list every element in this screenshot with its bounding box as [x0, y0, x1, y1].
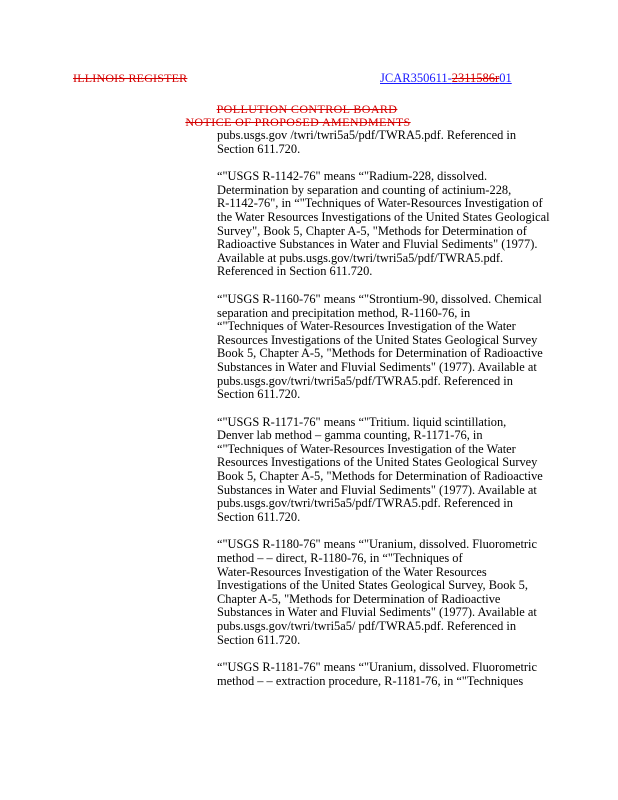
text-line: Referenced in Section 611.720.	[217, 264, 373, 279]
text-line: Investigations of the United States Geological Survey, Book 5,	[217, 578, 528, 593]
text-line: separation and precipitation method, R-1160-76, in	[217, 305, 471, 320]
jcar-tail: 01	[499, 71, 512, 85]
text-line: Resources Investigations of the United States Geological Survey	[217, 332, 538, 347]
text-line: method – – direct, R-1180-76, in “"Techniques of	[217, 551, 463, 566]
agency-title: POLLUTION CONTROL BOARD	[216, 102, 398, 116]
paragraph	[217, 661, 592, 688]
notice-title: NOTICE OF PROPOSED AMENDMENTS	[185, 115, 411, 129]
paragraph	[217, 538, 592, 647]
text-line: method – – extraction procedure, R-1181-76, in “"Techniques	[217, 673, 524, 688]
text-line: Substances in Water and Fluvial Sediments" (1977). Available at	[217, 359, 537, 374]
text-line: Section 611.720.	[217, 141, 301, 156]
text-line: “"USGS R-1181-76" means “"Uranium, dissolved. Fluorometric	[217, 660, 537, 675]
text-line: Book 5, Chapter A-5, "Methods for Determination of Radioactive	[217, 469, 543, 484]
text-line: Available at pubs.usgs.gov/twri/twri5a5/pdf/TWRA5.pdf.	[217, 250, 504, 265]
text-line: the Water Resources Investigations of the United States Geological	[217, 209, 550, 224]
paragraph	[217, 293, 592, 402]
text-line: pubs.usgs.gov /twri/twri5a5/pdf/TWRA5.pdf. Referenced in	[217, 128, 517, 142]
text-line: Substances in Water and Fluvial Sediments" (1977). Available at	[217, 482, 537, 497]
text-line: pubs.usgs.gov/twri/twri5a5/ pdf/TWRA5.pdf. Referenced in	[217, 619, 517, 633]
text-line: Chapter A-5, "Methods for Determination of Radioactive	[217, 591, 501, 606]
text-line: pubs.usgs.gov/twri/twri5a5/pdf/TWRA5.pdf. Referenced in	[217, 496, 513, 511]
text-line: “"USGS R-1171-76" means “"Tritium. liquid scintillation,	[217, 414, 507, 429]
header-illinois-register: ILLINOIS REGISTER	[73, 71, 188, 85]
text-line: Determination by separation and counting of actinium-228,	[217, 182, 512, 197]
text-line: “"USGS R-1180-76" means “"Uranium, dissolved. Fluorometric	[217, 537, 537, 552]
text-line: Book 5, Chapter A-5, "Methods for Determination of Radioactive	[217, 346, 543, 361]
text-line: Radioactive Substances in Water and Fluvial Sediments" (1977).	[217, 237, 538, 252]
document-body	[217, 129, 592, 702]
text-line: Resources Investigations of the United States Geological Survey	[217, 455, 538, 470]
text-line: “"USGS R-1142-76" means “"Radium-228, dissolved.	[217, 169, 488, 184]
text-line: Water-Resources Investigation of the Water Resources	[217, 564, 487, 579]
jcar-inserted: JCAR350611-	[380, 71, 452, 85]
paragraph	[217, 416, 592, 525]
text-line: “"Techniques of Water-Resources Investigation of the Water	[217, 441, 516, 456]
text-line: “"USGS R-1160-76" means “"Strontium-90, dissolved. Chemical	[217, 291, 542, 306]
text-line: pubs.usgs.gov/twri/twri5a5/pdf/TWRA5.pdf. Referenced in	[217, 373, 513, 388]
text-line: R-1142-76", in “"Techniques of Water-Resources Investigation of	[217, 196, 543, 211]
text-line: “"Techniques of Water-Resources Investigation of the Water	[217, 319, 516, 334]
text-line: Section 611.720.	[217, 632, 301, 647]
text-line: Survey", Book 5, Chapter A-5, "Methods for Determination of	[217, 223, 527, 238]
paragraph	[217, 129, 592, 156]
paragraph	[217, 170, 592, 279]
header-jcar-code	[380, 71, 512, 86]
text-line: Substances in Water and Fluvial Sediments" (1977). Available at	[217, 605, 537, 620]
text-line: Section 611.720.	[217, 387, 301, 402]
jcar-deleted: 2311586r	[451, 71, 500, 85]
text-line: Section 611.720.	[217, 509, 301, 524]
text-line: Denver lab method – gamma counting, R-1171-76, in	[217, 428, 483, 443]
